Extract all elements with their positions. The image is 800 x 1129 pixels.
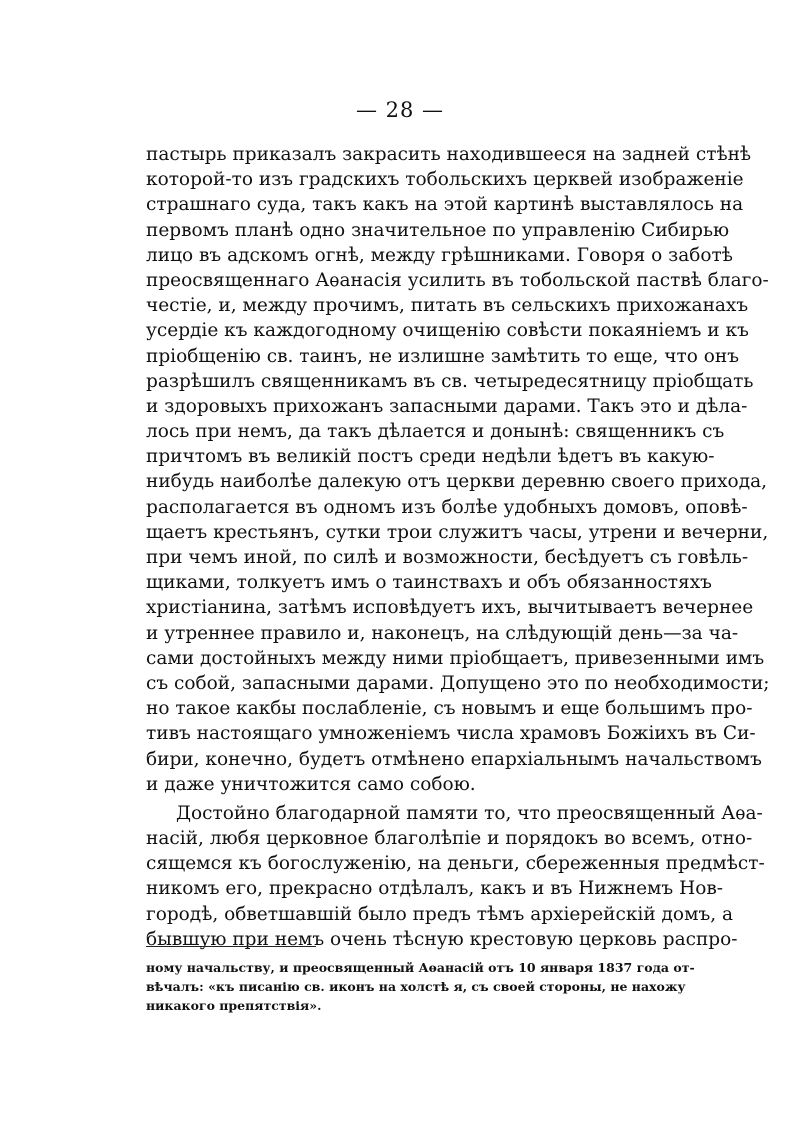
- text-line: щаетъ крестьянъ, сутки трои служитъ часы, утрени и вечерни,: [146, 521, 769, 543]
- text-line: лицо въ адскомъ огнѣ, между грѣшниками. Говоря о заботѣ: [146, 244, 733, 266]
- footnote-line: ному начальству, и преосвященный Аѳанасій отъ 10 января 1837 года от-: [146, 960, 695, 975]
- text-line: которой-то изъ градскихъ тобольскихъ церквей изображеніе: [146, 169, 744, 191]
- page-number: — 28 —: [355, 98, 445, 122]
- text-line: бири, конечно, будетъ отмѣнено епархіальнымъ начальствомъ: [146, 748, 762, 770]
- text-line: и даже уничтожится само собою.: [146, 773, 476, 795]
- text-line: нибудь наиболѣе далекую отъ церкви деревню своего прихода,: [146, 471, 767, 493]
- text-line: и здоровыхъ прихожанъ запасными дарами. Такъ это и дѣла-: [146, 395, 748, 417]
- text-line: тивъ настоящаго умноженіемъ числа храмовъ Божіихъ въ Си-: [146, 723, 756, 745]
- text-line: и утреннее правило и, наконецъ, на слѣдующій день—за ча-: [146, 622, 739, 644]
- text-line: сами достойныхъ между ними пріобщаетъ, привезенными имъ: [146, 647, 765, 669]
- paragraph-2: [146, 801, 765, 952]
- text-line: разрѣшилъ священникамъ въ св. четыредесятницу пріобщать: [146, 370, 754, 392]
- text-line: располагается въ одномъ изъ болѣе удобныхъ домовъ, оповѣ-: [146, 496, 748, 518]
- text-line: преосвященнаго Аѳанасія усилить въ тобольской паствѣ благо-: [146, 269, 769, 291]
- text-line: но такое какбы послабленіе, съ новымъ и еще большимъ про-: [146, 698, 753, 720]
- text-line: при чемъ иной, по силѣ и возможности, бесѣдуетъ съ говѣль-: [146, 547, 749, 568]
- text-line: городѣ, обветшавшій было предъ тѣмъ архіерейскій домъ, а: [146, 903, 734, 925]
- paragraph-1: [146, 142, 770, 797]
- main-text: [146, 142, 770, 952]
- text-line: щиками, толкуетъ имъ о таинствахъ и объ обязанностяхъ: [146, 572, 712, 594]
- text-line: христіанина, затѣмъ исповѣдуетъ ихъ, вычитываетъ вечернее: [146, 597, 754, 619]
- text-line: страшнаго суда, такъ какъ на этой картинѣ выставлялось на: [146, 194, 744, 216]
- text-line: первомъ планѣ одно значительное по управленію Сибирью: [146, 219, 730, 241]
- text-line: пастырь приказалъ закрасить находившееся на задней стѣнѣ: [146, 144, 752, 165]
- text-line: лось при немъ, да такъ дѣлается и донынѣ: священникъ съ: [146, 421, 725, 443]
- text-line: насій, любя церковное благолѣпіе и порядокъ во всемъ, отно-: [146, 828, 753, 850]
- text-line: сящемся къ богослуженію, на деньги, сбереженныя предмѣст-: [146, 853, 765, 875]
- text-line: пріобщенію св. таинъ, не излишне замѣтить то еще, что онъ: [146, 345, 740, 367]
- text-line: усердіе къ каждогодному очищенію совѣсти покаяніемъ и къ: [146, 320, 749, 342]
- text-line: причтомъ въ великій постъ среди недѣли ѣдетъ въ какую-: [146, 446, 715, 468]
- text-line: Достойно благодарной памяти то, что преосвященный Аѳа-: [176, 802, 763, 824]
- footnote: [146, 958, 695, 1015]
- footnote-line: никакого препятствія».: [146, 998, 322, 1013]
- text-line: никомъ его, прекрасно отдѣлалъ, какъ и въ Нижнемъ Нов-: [146, 878, 724, 900]
- text-line: съ собой, запасными дарами. Допущено это по необходимости;: [146, 672, 770, 694]
- text-line: честіе, и, между прочимъ, питать въ сельскихъ прихожанахъ: [146, 295, 749, 317]
- text-line: бывшую при немъ очень тѣсную крестовую церковь распро-: [146, 928, 738, 950]
- footnote-line: вѣчалъ: «къ писанію св. иконъ на холстѣ я, съ своей стороны, не нахожу: [146, 979, 686, 994]
- footnote-divider: [146, 946, 316, 947]
